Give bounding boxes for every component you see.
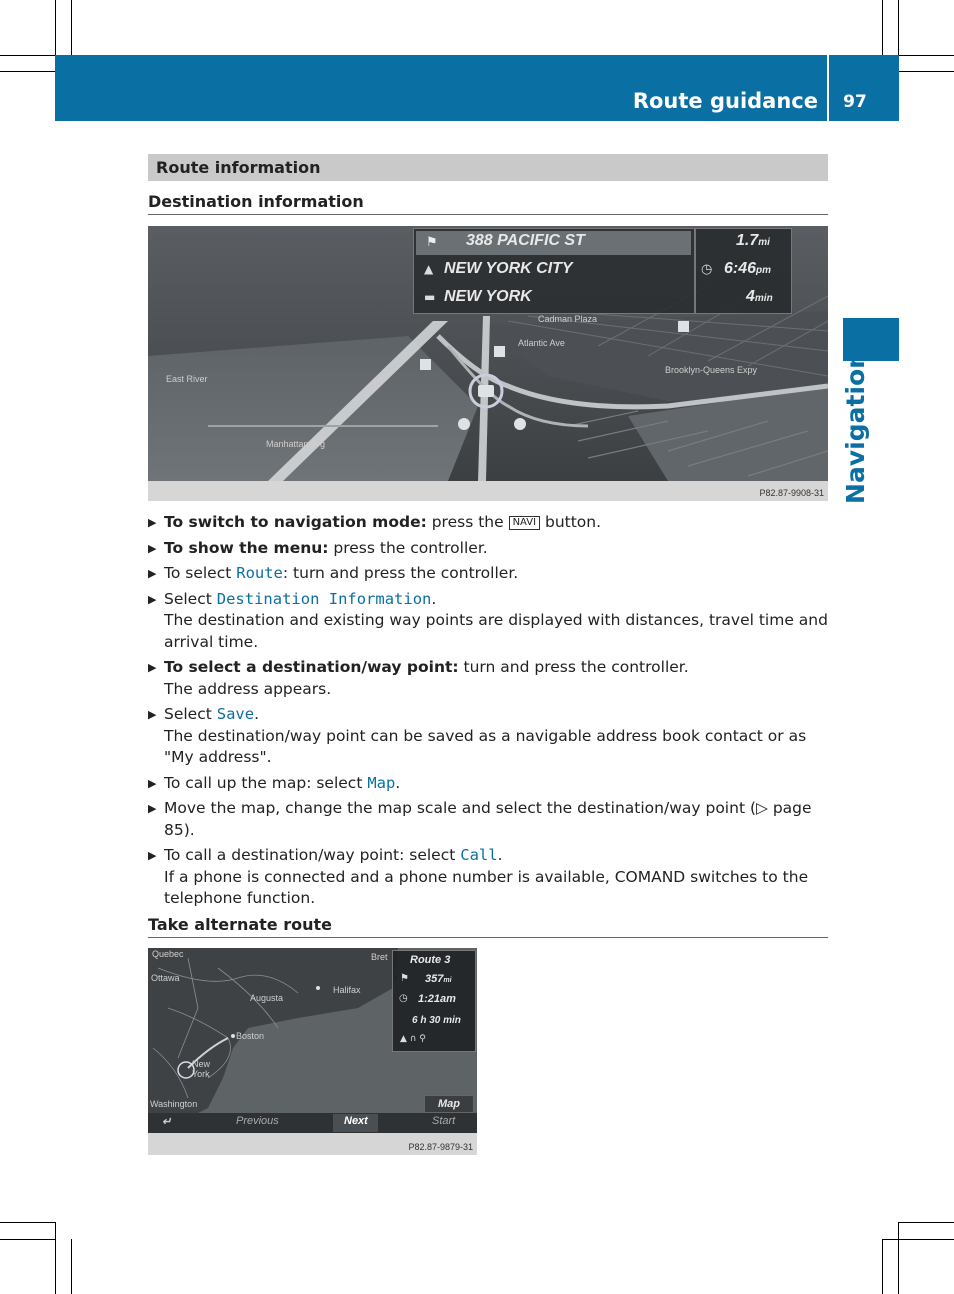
instruction-step: ▶ To select a destination/way point: turn and press the controller. The address appears. bbox=[148, 658, 689, 698]
figure-id: P82.87-9908-31 bbox=[759, 488, 824, 498]
page-header-title: Route guidance bbox=[632, 89, 818, 113]
arrow-icon: ▶ bbox=[148, 802, 157, 815]
city-label: Augusta bbox=[250, 993, 284, 1003]
destination-state: NEW YORK bbox=[444, 288, 532, 305]
route-options-icon: ▲ ∩ ⚲ bbox=[400, 1034, 426, 1044]
city-label: Washington bbox=[150, 1099, 198, 1109]
step-note: If a phone is connected and a phone number is available, COMAND switches to the telephone function. bbox=[164, 867, 809, 907]
map-label: Manhattan Brg bbox=[266, 439, 326, 449]
crop-mark bbox=[882, 1239, 883, 1294]
start-button[interactable]: Start bbox=[432, 1115, 456, 1127]
arrival-time: 6:46pm bbox=[724, 260, 772, 277]
menu-item-save: Save bbox=[216, 705, 255, 723]
step-note: The destination/way point can be saved as a navigable address book contact or as "My address". bbox=[164, 726, 807, 766]
crop-mark bbox=[55, 0, 56, 55]
crop-mark bbox=[71, 1239, 72, 1294]
arrow-icon: ▶ bbox=[148, 541, 157, 555]
instruction-step: ▶ To call up the map: select Map. bbox=[148, 773, 830, 795]
map-label: Cadman Plaza bbox=[538, 314, 598, 324]
route-duration: 6 h 30 min bbox=[412, 1015, 461, 1026]
instruction-step: ▶ To select Route: turn and press the controller. bbox=[148, 563, 830, 585]
instruction-step: ▶ Move the map, change the map scale and select the destination/way point (▷ page 85). bbox=[148, 799, 812, 839]
menu-item-call: Call bbox=[460, 846, 498, 864]
clock-icon: ◷ bbox=[399, 993, 408, 1004]
map-label: Brooklyn-Queens Expy bbox=[665, 365, 758, 375]
step-note: The address appears. bbox=[164, 679, 332, 698]
back-button[interactable]: ↵ bbox=[162, 1116, 172, 1128]
instruction-step: ▶ To call a destination/way point: select Call. If a phone is connected and a phone number is available, COMAND switches to the telephone function. bbox=[148, 846, 809, 907]
arrow-icon: ▶ bbox=[148, 592, 157, 606]
distance-value: 1.7mi bbox=[736, 232, 770, 249]
city-label: Bret bbox=[371, 952, 388, 962]
crop-mark bbox=[0, 55, 55, 56]
menu-item-route: Route bbox=[236, 564, 283, 582]
route-name: Route 3 bbox=[410, 954, 451, 966]
destination-street: 388 PACIFIC ST bbox=[466, 232, 585, 249]
crop-mark bbox=[0, 1239, 55, 1240]
state-icon: ▬ bbox=[424, 290, 436, 304]
destination-heading: Destination information bbox=[148, 192, 828, 215]
city-label: Quebec bbox=[152, 949, 184, 959]
menu-item-map: Map bbox=[367, 773, 396, 792]
step-note: The destination and existing way points are displayed with distances, travel time and arrival time. bbox=[164, 611, 828, 651]
crop-mark bbox=[0, 71, 55, 72]
arrow-icon: ▶ bbox=[148, 661, 157, 674]
crop-mark bbox=[898, 0, 899, 55]
instruction-step: ▶ To show the menu: press the controller. bbox=[148, 538, 830, 560]
travel-time: 4min bbox=[746, 288, 773, 305]
instruction-step: ▶ Select Destination Information. The destination and existing way points are displayed with distances, travel time and arrival time. bbox=[148, 589, 828, 651]
crop-mark bbox=[71, 0, 72, 55]
arrow-icon: ▶ bbox=[148, 776, 157, 790]
flag-icon: ⚑ bbox=[426, 235, 438, 250]
alternate-route-heading: Take alternate route bbox=[148, 915, 828, 938]
crop-mark bbox=[55, 1222, 56, 1294]
crop-mark bbox=[898, 1222, 899, 1294]
section-title-bar bbox=[148, 154, 828, 181]
alternate-route-screenshot bbox=[148, 948, 477, 1155]
instruction-list bbox=[148, 512, 830, 914]
destination-screenshot bbox=[148, 226, 828, 501]
arrow-icon: ▶ bbox=[148, 708, 157, 721]
crop-mark bbox=[882, 1239, 954, 1240]
crop-mark bbox=[899, 1222, 954, 1223]
city-label: Halifax bbox=[333, 985, 361, 995]
arrow-icon: ▶ bbox=[148, 567, 157, 580]
map-label: East River bbox=[166, 374, 208, 384]
instruction-step: ▶ Select Save. The destination/way point can be saved as a navigable address book contact or as "My address". bbox=[148, 705, 807, 766]
city-label: Boston bbox=[236, 1031, 265, 1041]
destination-city: NEW YORK CITY bbox=[444, 260, 573, 277]
map-label: Atlantic Ave bbox=[518, 338, 565, 348]
crop-mark bbox=[0, 1222, 55, 1223]
figure-id: P82.87-9879-31 bbox=[408, 1142, 473, 1152]
route-distance: 357mi bbox=[425, 973, 452, 985]
clock-icon: ◷ bbox=[701, 262, 713, 277]
arrow-icon: ▶ bbox=[148, 516, 157, 529]
arrow-icon: ▶ bbox=[148, 849, 157, 862]
navi-key: NAVI bbox=[509, 516, 540, 530]
city-icon: ▲ bbox=[424, 262, 434, 276]
flag-icon: ⚑ bbox=[400, 973, 409, 984]
chapter-label: Navigation bbox=[840, 350, 870, 504]
route-arrival: 1:21am bbox=[418, 993, 456, 1005]
instruction-step: ▶ To switch to navigation mode: press the NAVI button. bbox=[148, 512, 830, 534]
previous-button[interactable]: Previous bbox=[236, 1115, 279, 1127]
city-label: Ottawa bbox=[151, 973, 180, 983]
next-button[interactable]: Next bbox=[344, 1115, 368, 1127]
menu-item-destination-information: Destination Information bbox=[216, 589, 432, 608]
city-label: New York bbox=[192, 1059, 211, 1079]
map-button[interactable]: Map bbox=[424, 1095, 474, 1113]
section-title: Route information bbox=[156, 158, 321, 177]
crop-mark bbox=[899, 55, 954, 56]
crop-mark bbox=[899, 71, 954, 72]
crop-mark bbox=[882, 0, 883, 55]
page-number: 97 bbox=[843, 92, 867, 112]
